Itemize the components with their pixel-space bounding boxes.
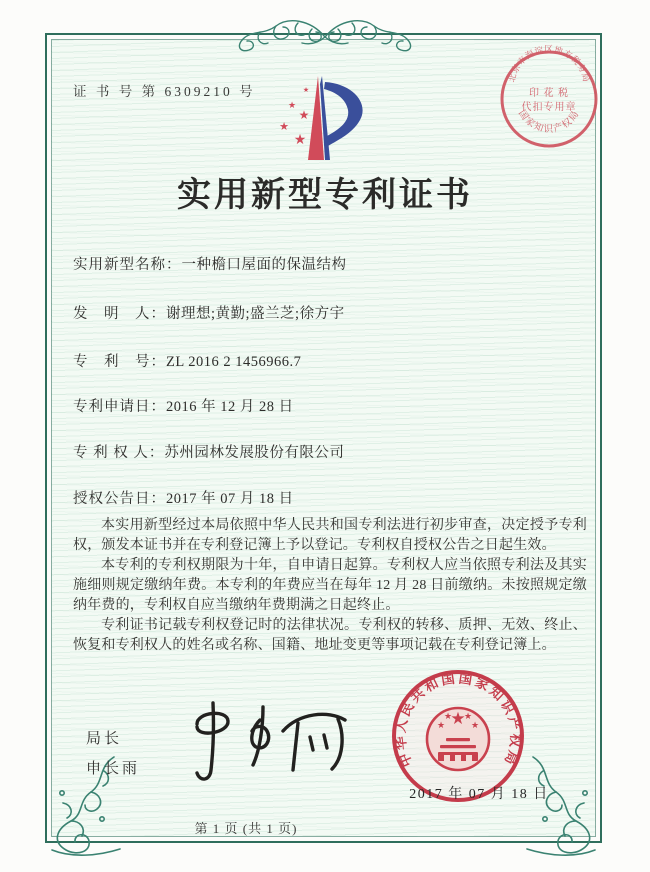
legal-paragraph: 本实用新型经过本局依照中华人民共和国专利法进行初步审查，决定授予专利权，颁发本证书并在专利登记簿上予以登记。专利权自授权公告之日起生效。 [73,518,587,553]
certificate-number: 证 书 号 第 6309210 号 [73,84,256,99]
svg-text:★: ★ [436,721,446,731]
legal-paragraph: 专利证书记载专利权登记时的法律状况。专利权的转移、质押、无效、终止、恢复和专利权人的姓名或名称、国籍、地址变更等事项记载在专利登记簿上。 [73,618,587,653]
legal-paragraph: 本专利的专利权期限为十年，自申请日起算。专利权人应当依照专利法及其实施细则规定缴纳年费。本专利的年费应当在每年 12 月 28 日前缴纳。未按照规定缴纳年费的，专利权自应当缴纳年费期满之日起终止。 [73,558,587,613]
field-label: 专 利 权 人： [73,445,165,461]
svg-text:★: ★ [298,108,310,122]
svg-text:★: ★ [470,721,480,731]
field-row-inventors [73,302,595,323]
cnipa-logo-icon [272,74,372,162]
logo-blue-p-bowl [324,82,363,146]
svg-text:★: ★ [443,712,453,722]
director-signature-icon [183,698,348,788]
top-ornament-flourish-icon [230,13,420,57]
director-name: 申长雨 [86,761,141,777]
seal-issue-date: 2017 年 07 月 18 日 [409,787,549,802]
svg-text:★: ★ [463,712,473,722]
field-row-utility-model-name [73,253,595,274]
field-label: 专 利 号： [73,354,166,370]
certificate-title: 实用新型专利证书 [177,177,473,214]
field-label: 专利申请日： [73,399,166,415]
svg-text:中华人民共和国国家知识产权局: 中华人民共和国国家知识产权局 [392,670,524,770]
field-value: 2017 年 07 月 18 日 [166,491,294,507]
field-value: 2016 年 12 月 28 日 [166,399,294,415]
field-row-patentee [73,441,595,462]
field-row-application-date [73,395,595,416]
svg-text:印 花 税: 印 花 税 [529,88,569,99]
svg-text:北京市海淀区地方税务局: 北京市海淀区地方税务局 [506,44,592,84]
director-title: 局长 [86,731,123,747]
svg-text:★: ★ [302,86,310,94]
svg-text:★: ★ [287,101,297,111]
legal-text-block [73,516,587,656]
field-label: 实用新型名称： [73,257,182,273]
field-row-grant-date [73,487,595,508]
field-value: 谢理想;黄勤;盛兰芝;徐方宇 [166,306,345,322]
svg-text:代扣专用章: 代扣专用章 [521,102,577,113]
field-value: 一种檐口屋面的保温结构 [181,257,347,273]
corner-flourish-icon [523,753,605,859]
field-value: ZL 2016 2 1456966.7 [166,354,302,370]
field-label: 授权公告日： [73,491,166,507]
svg-text:★: ★ [450,709,466,729]
tax-stamp-seal-icon [497,44,601,151]
field-row-patent-number [73,350,595,371]
field-label: 发 明 人： [73,306,166,322]
national-emblem-icon [427,708,489,770]
page-footer: 第 1 页 (共 1 页) [194,821,298,836]
svg-text:★: ★ [279,120,289,133]
svg-text:★: ★ [293,132,307,148]
field-value: 苏州园林发展股份有限公司 [164,445,345,461]
svg-text:国家知识产权局: 国家知识产权局 [516,108,582,135]
